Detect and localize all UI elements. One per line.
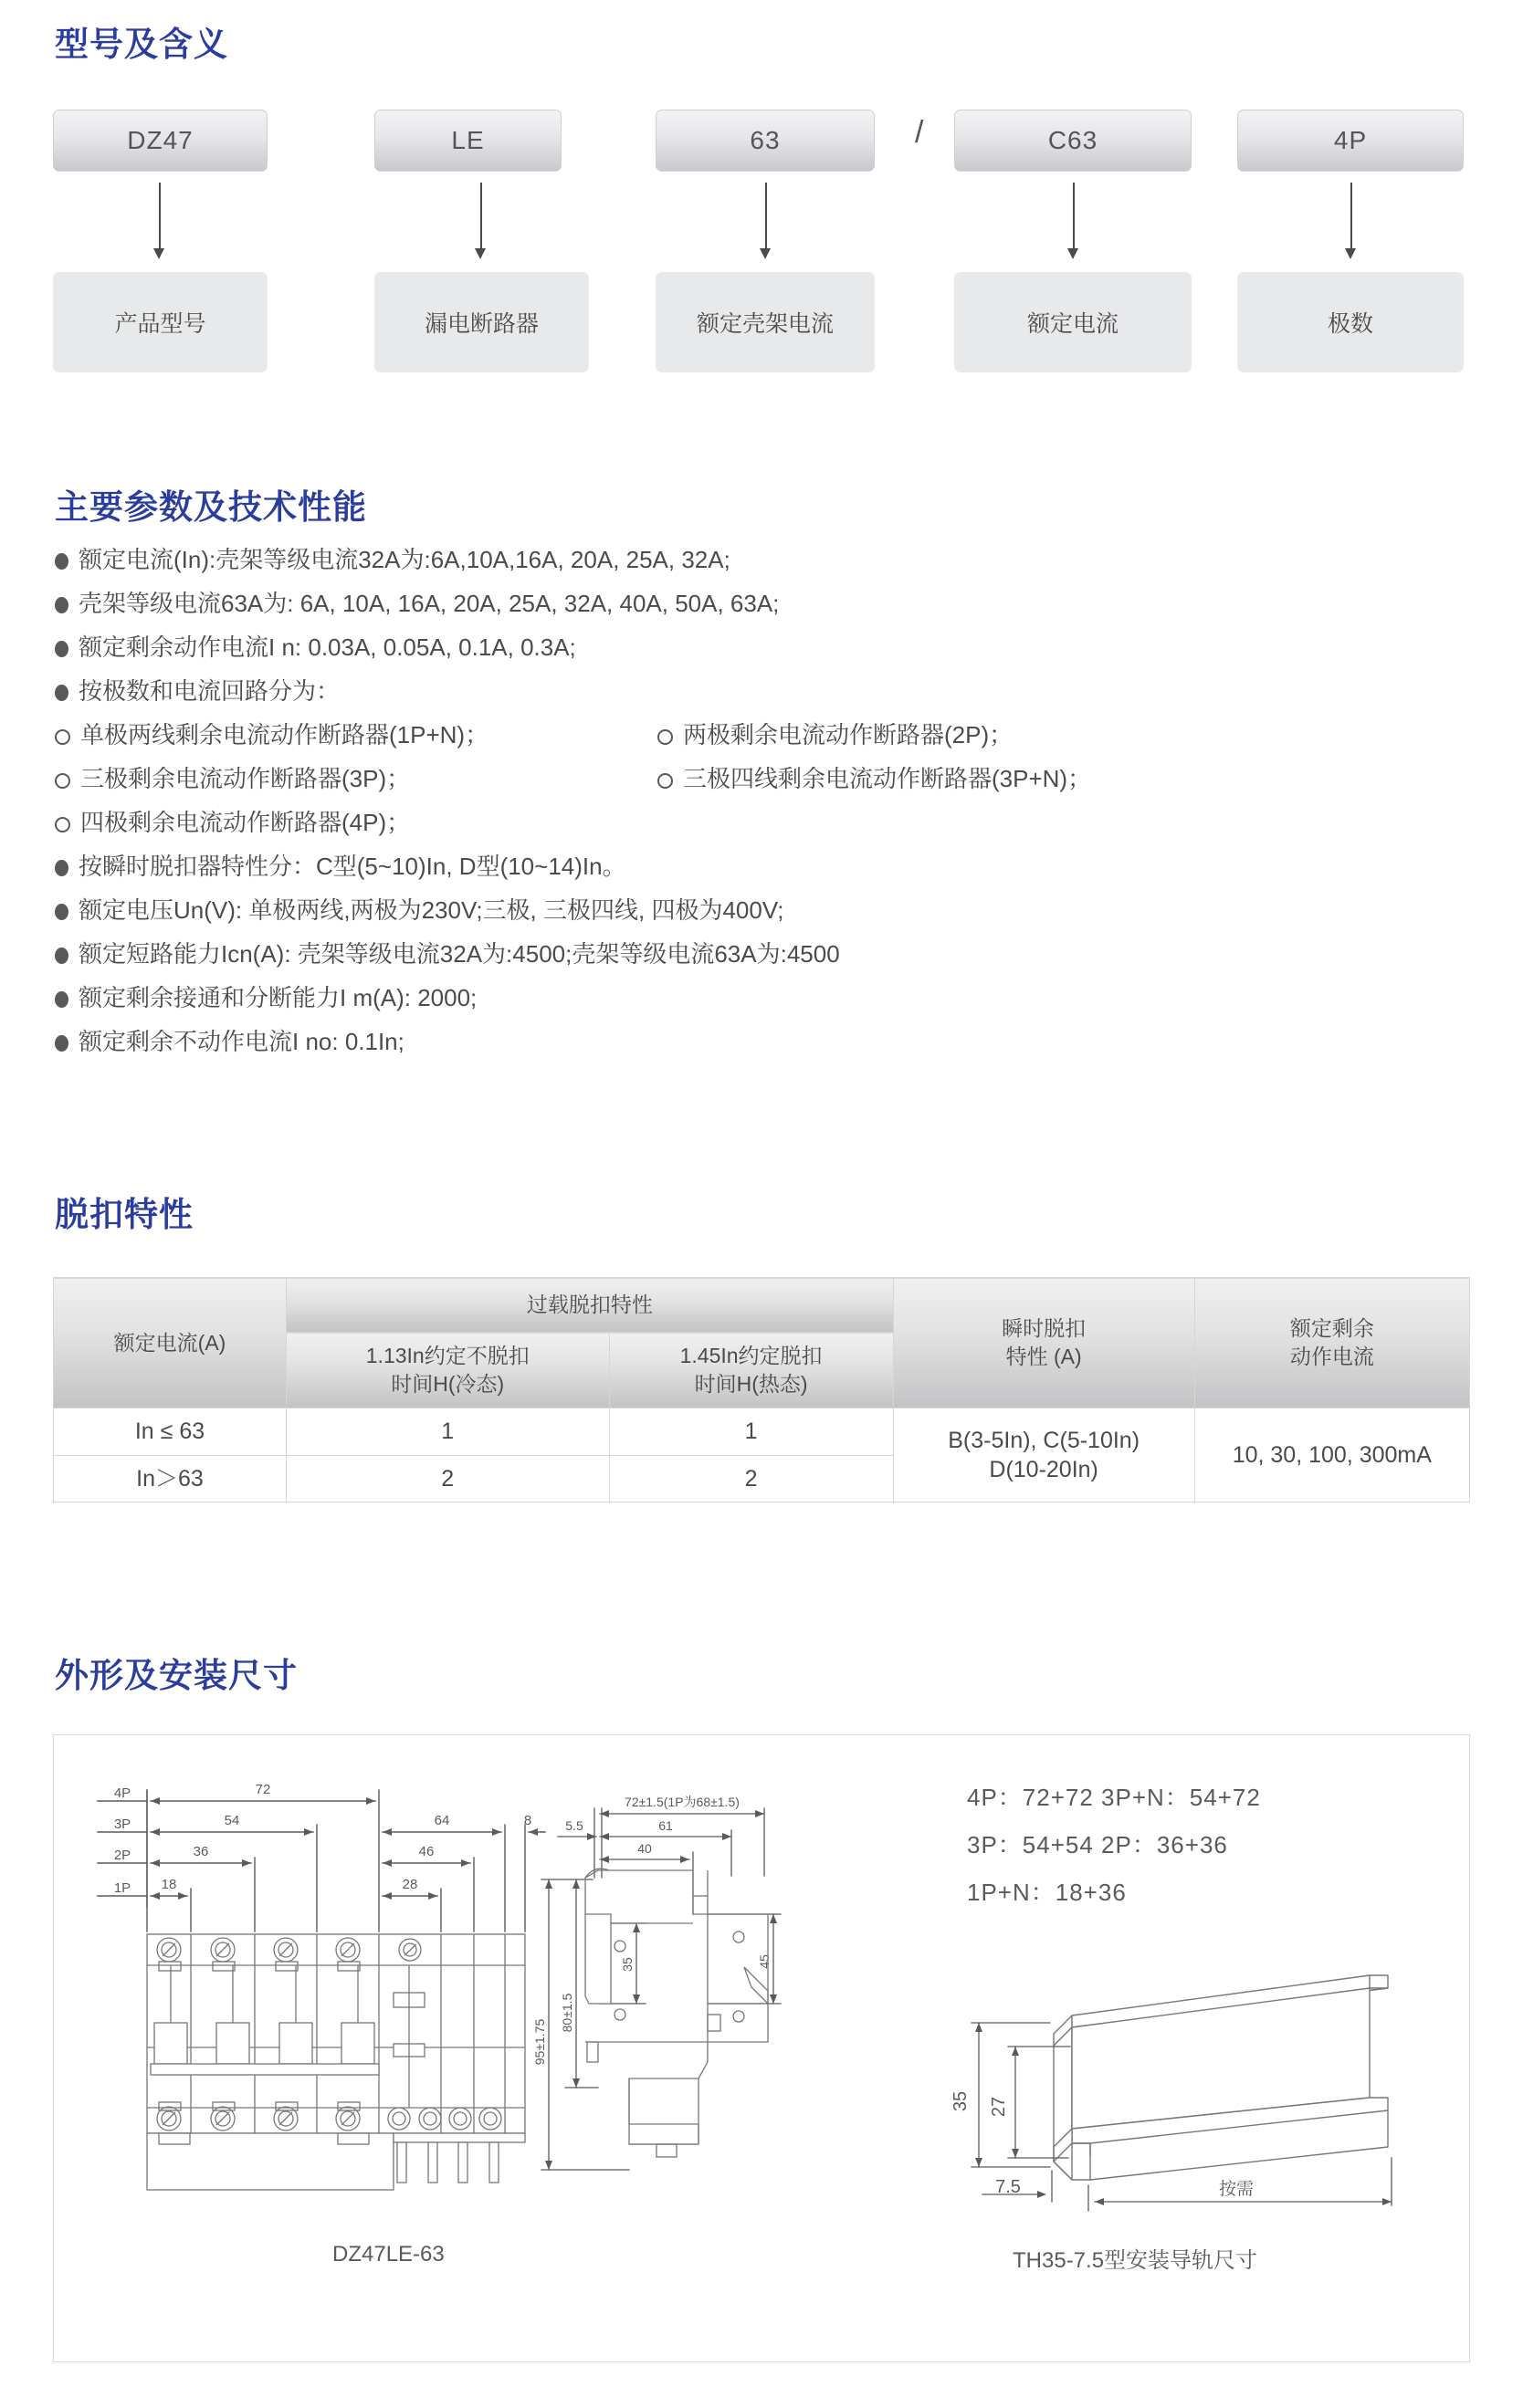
cell-113-0: 1 xyxy=(287,1408,610,1456)
arrow-line-3 xyxy=(1073,183,1075,252)
filled-bullet-icon xyxy=(55,947,68,964)
model-separator: / xyxy=(915,115,924,150)
svg-text:72: 72 xyxy=(255,1782,271,1797)
th-instant-line2: 特性 (A) xyxy=(1005,1345,1082,1369)
table-body xyxy=(54,1408,1470,1502)
cell-instant-line1: B(3-5In), C(5-10In) xyxy=(948,1427,1140,1453)
th-col-145 xyxy=(609,1333,893,1408)
param-bullet-6: 额定短路能力Icn(A): 壳架等级电流32A为:4500;壳架等级电流63A为:4500 xyxy=(55,942,1479,966)
filled-bullet-icon xyxy=(55,991,68,1008)
svg-text:18: 18 xyxy=(161,1877,177,1892)
section-title-dimensions: 外形及安装尺寸 xyxy=(55,1657,298,1694)
svg-text:7.5: 7.5 xyxy=(995,2177,1021,2197)
meaning-box-0: 产品型号 xyxy=(53,272,268,372)
filled-bullet-icon xyxy=(55,860,68,876)
pole-option-row-1 xyxy=(55,723,1479,747)
pole-option-3: 三极四线剩余电流动作断路器(3P+N)； xyxy=(657,767,1091,790)
filled-bullet-icon xyxy=(55,904,68,920)
svg-text:72±1.5(1P为68±1.5): 72±1.5(1P为68±1.5) xyxy=(625,1795,740,1809)
cell-rated-0: In ≤ 63 xyxy=(54,1408,287,1456)
table-head xyxy=(54,1278,1470,1408)
pole-width-line-1: 3P：54+54 2P：36+36 xyxy=(967,1831,1228,1858)
svg-text:3P: 3P xyxy=(113,1816,131,1832)
meaning-box-3: 额定电流 xyxy=(954,272,1192,372)
table-row xyxy=(54,1408,1470,1456)
meaning-box-4: 极数 xyxy=(1237,272,1464,372)
arrow-line-0 xyxy=(159,183,161,252)
hollow-bullet-icon xyxy=(657,773,673,789)
section-title-trip: 脱扣特性 xyxy=(55,1196,194,1233)
th-145-line1: 1.45In约定脱扣 xyxy=(679,1344,823,1367)
param-bullet-7: 额定剩余接通和分断能力I m(A): 2000; xyxy=(55,986,1479,1010)
pole-width-line-0: 4P：72+72 3P+N：54+72 xyxy=(967,1784,1261,1811)
arrow-head-2 xyxy=(760,248,771,259)
section-title-parameters: 主要参数及技术性能 xyxy=(55,488,367,526)
filled-bullet-icon xyxy=(55,553,68,570)
param-bullet-2: 额定剩余动作电流I n: 0.03A, 0.05A, 0.1A, 0.3A; xyxy=(55,635,1479,659)
code-box-0: DZ47 xyxy=(53,110,268,172)
pole-option-2: 三极剩余电流动作断路器(3P)； xyxy=(55,767,657,790)
param-bullet-5: 额定电压Un(V): 单极两线,两极为230V;三极, 三极四线, 四极为400V; xyxy=(55,898,1479,922)
th-113-line2: 时间H(冷态) xyxy=(391,1372,505,1397)
arrow-line-4 xyxy=(1350,183,1352,252)
svg-text:1P: 1P xyxy=(113,1880,131,1896)
cell-instant xyxy=(893,1408,1194,1502)
svg-text:8: 8 xyxy=(523,1813,532,1828)
caption-right: TH35-7.5型安装导轨尺寸 xyxy=(1013,2248,1258,2273)
cell-rated-1: In＞63 xyxy=(54,1455,287,1502)
th-145-line2: 时间H(热态) xyxy=(694,1372,808,1397)
pole-option-row-2 xyxy=(55,767,1479,790)
svg-text:4P: 4P xyxy=(113,1785,131,1801)
code-box-2: 63 xyxy=(656,110,875,172)
svg-text:5.5: 5.5 xyxy=(565,1818,583,1833)
code-box-1: LE xyxy=(374,110,562,172)
pole-option-4: 四极剩余电流动作断路器(4P)； xyxy=(55,811,1479,834)
param-bullet-4: 按瞬时脱扣器特性分：C型(5~10)In, D型(10~14)In。 xyxy=(55,854,1479,878)
meaning-box-2: 额定壳架电流 xyxy=(656,272,875,372)
svg-text:80±1.5: 80±1.5 xyxy=(560,1993,574,2033)
pole-width-line-2: 1P+N：18+36 xyxy=(967,1879,1127,1906)
parameters-list xyxy=(55,548,1479,1073)
th-residual-line2: 动作电流 xyxy=(1289,1345,1374,1369)
front-view-drawing xyxy=(72,1763,547,2274)
arrow-line-1 xyxy=(480,183,482,252)
table-header-row-1 xyxy=(54,1278,1470,1333)
param-bullet-3: 按极数和电流回路分为： xyxy=(55,679,1479,703)
svg-text:35: 35 xyxy=(951,2090,971,2112)
th-residual-line1: 额定剩余 xyxy=(1289,1316,1374,1340)
cell-145-0: 1 xyxy=(609,1408,893,1456)
param-bullet-0: 额定电流(In):壳架等级电流32A为:6A,10A,16A, 20A, 25A, 32A; xyxy=(55,548,1479,571)
th-residual-current xyxy=(1194,1278,1469,1408)
cell-113-1: 2 xyxy=(287,1455,610,1502)
svg-text:54: 54 xyxy=(224,1813,240,1828)
caption-left: DZ47LE-63 xyxy=(332,2242,445,2267)
svg-text:40: 40 xyxy=(637,1841,652,1856)
hollow-bullet-icon xyxy=(55,773,70,789)
svg-text:按需: 按需 xyxy=(1218,2180,1255,2199)
th-instant-line1: 瞬时脱扣 xyxy=(1002,1316,1087,1340)
param-bullet-8: 额定剩余不动作电流I no: 0.1In; xyxy=(55,1030,1479,1053)
svg-text:35: 35 xyxy=(620,1957,635,1972)
cell-instant-line2: D(10-20In) xyxy=(989,1457,1098,1483)
arrow-head-0 xyxy=(153,248,164,259)
code-box-4: 4P xyxy=(1237,110,1464,172)
side-view-drawing xyxy=(529,1768,803,2261)
filled-bullet-icon xyxy=(55,1035,68,1052)
svg-text:36: 36 xyxy=(193,1844,209,1859)
svg-text:27: 27 xyxy=(989,2096,1009,2118)
pole-option-0: 单极两线剩余电流动作断路器(1P+N)； xyxy=(55,723,657,747)
meaning-box-1: 漏电断路器 xyxy=(374,272,589,372)
hollow-bullet-icon xyxy=(55,729,70,745)
svg-text:46: 46 xyxy=(418,1844,435,1859)
svg-text:61: 61 xyxy=(658,1818,673,1833)
filled-bullet-icon xyxy=(55,597,68,613)
param-bullet-1: 壳架等级电流63A为: 6A, 10A, 16A, 20A, 25A, 32A, 40A, 50A, 63A; xyxy=(55,592,1479,615)
dimensions-panel xyxy=(53,1734,1470,2362)
th-rated-current: 额定电流(A) xyxy=(54,1278,287,1408)
trip-characteristics-table xyxy=(53,1277,1470,1502)
filled-bullet-icon xyxy=(55,641,68,657)
arrow-head-4 xyxy=(1345,248,1356,259)
pole-option-1: 两极剩余电流动作断路器(2P)； xyxy=(657,723,1013,747)
section-title-model: 型号及含义 xyxy=(55,26,228,63)
hollow-bullet-icon xyxy=(55,817,70,832)
th-instant-trip xyxy=(893,1278,1194,1408)
filled-bullet-icon xyxy=(55,685,68,701)
arrow-line-2 xyxy=(765,183,767,252)
arrow-head-1 xyxy=(475,248,486,259)
svg-text:45: 45 xyxy=(757,1954,772,1969)
arrow-head-3 xyxy=(1067,248,1078,259)
din-rail-drawing xyxy=(935,1932,1446,2214)
svg-text:28: 28 xyxy=(402,1877,418,1892)
th-overload-group: 过载脱扣特性 xyxy=(287,1278,894,1333)
hollow-bullet-icon xyxy=(657,729,673,745)
cell-145-1: 2 xyxy=(609,1455,893,1502)
cell-residual: 10, 30, 100, 300mA xyxy=(1194,1408,1469,1502)
th-col-113 xyxy=(287,1333,610,1408)
svg-text:95±1.75: 95±1.75 xyxy=(532,2018,547,2066)
svg-text:64: 64 xyxy=(434,1813,450,1828)
svg-text:2P: 2P xyxy=(113,1848,131,1863)
code-box-3: C63 xyxy=(954,110,1192,172)
th-113-line1: 1.13In约定不脱扣 xyxy=(365,1344,530,1367)
